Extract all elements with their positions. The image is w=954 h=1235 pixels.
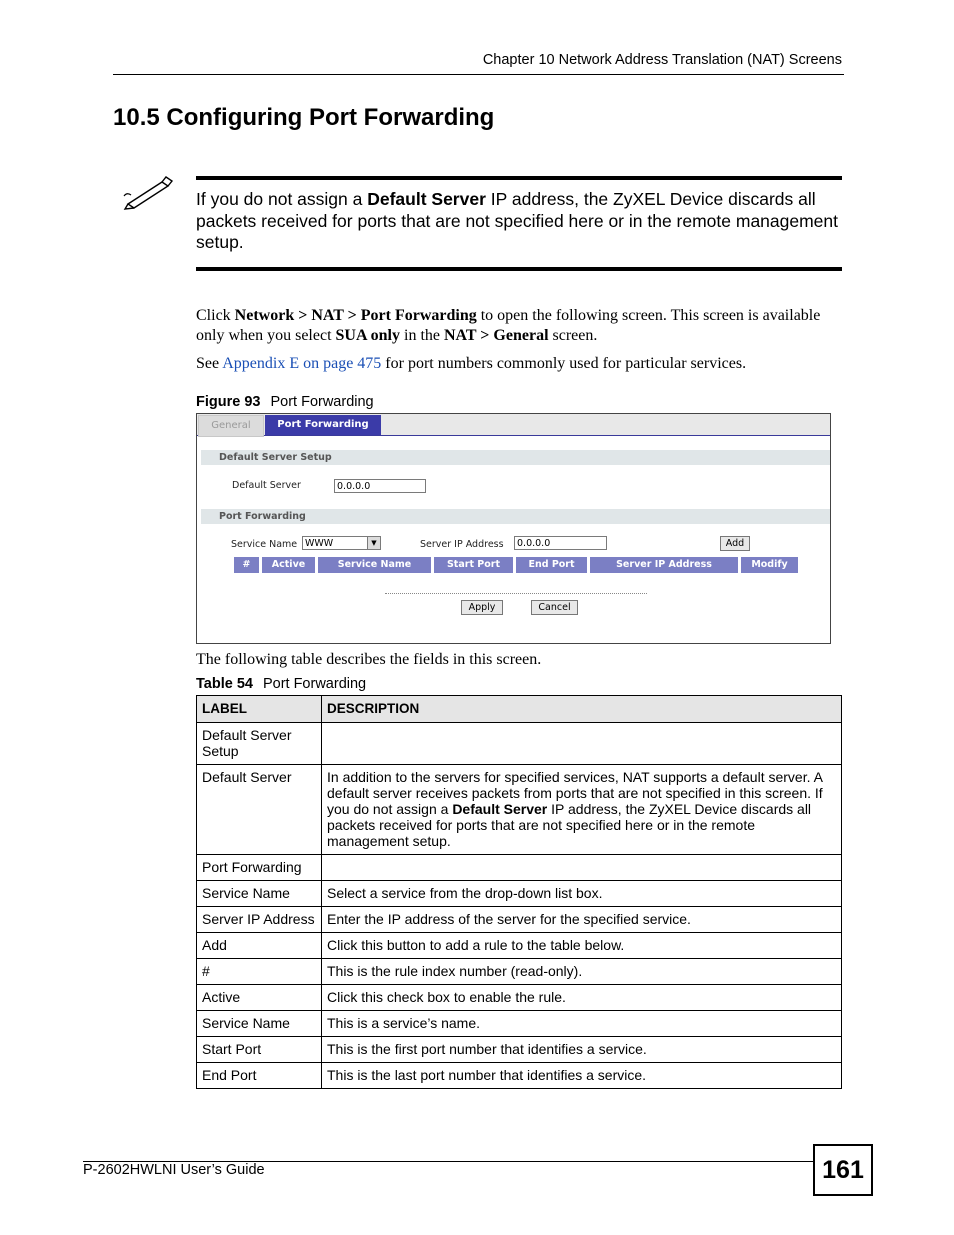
note-text: If you do not assign a Default Server IP address, the ZyXEL Device discards all packets received for ports that are not specified here or in the remote management setup. xyxy=(196,189,839,252)
table-row xyxy=(197,985,842,1011)
header-description: DESCRIPTION xyxy=(322,696,842,723)
port-forwarding-section-header: Port Forwarding xyxy=(201,509,830,524)
row-description: This is the rule index number (read-only). xyxy=(322,959,842,985)
header-label: LABEL xyxy=(197,696,322,723)
row-description: Select a service from the drop-down list box. xyxy=(322,881,842,907)
default-server-section-header: Default Server Setup xyxy=(201,450,830,465)
service-name-value: WWW xyxy=(305,538,334,549)
row-description: This is the last port number that identifies a service. xyxy=(322,1063,842,1089)
section-title: 10.5 Configuring Port Forwarding xyxy=(113,104,495,131)
row-label: Default Server xyxy=(197,765,322,855)
note-rule-bottom xyxy=(196,267,842,271)
column-header-service-name: Service Name xyxy=(318,557,431,573)
row-label: Service Name xyxy=(197,881,322,907)
tab-general[interactable]: General xyxy=(198,415,264,437)
column-header-end-port: End Port xyxy=(516,557,587,573)
pencil-icon xyxy=(122,174,174,210)
table-row xyxy=(197,765,842,855)
column-header-active: Active xyxy=(262,557,315,573)
header-rule xyxy=(113,74,844,75)
row-label: Start Port xyxy=(197,1037,322,1063)
table-row xyxy=(197,907,842,933)
chapter-header: Chapter 10 Network Address Translation (NAT) Screens xyxy=(482,52,842,68)
figure-caption: Figure 93 Port Forwarding xyxy=(196,394,374,410)
tab-bar xyxy=(197,414,830,436)
row-description: In addition to the servers for specified services, NAT supports a default server. A default server receives packets from ports that are not specified in this screen. If you do not assign a Default Server IP address, the ZyXEL Device discards all packets received for ports that are not specified here or in the remote management setup. xyxy=(322,765,842,855)
page-number: 161 xyxy=(813,1144,873,1196)
table-row xyxy=(197,1037,842,1063)
column-header-server-ip: Server IP Address xyxy=(590,557,738,573)
server-ip-input[interactable]: 0.0.0.0 xyxy=(514,536,607,550)
table-intro: The following table describes the fields in this screen. xyxy=(196,651,542,668)
row-label: Port Forwarding xyxy=(197,855,322,881)
table-row xyxy=(197,959,842,985)
row-description: Enter the IP address of the server for the specified service. xyxy=(322,907,842,933)
row-label: End Port xyxy=(197,1063,322,1089)
table-row xyxy=(197,881,842,907)
row-description xyxy=(322,723,842,765)
service-name-label: Service Name xyxy=(231,539,298,550)
service-name-select[interactable] xyxy=(302,536,381,550)
chevron-down-icon[interactable]: ▼ xyxy=(367,537,380,549)
row-description: This is the first port number that identifies a service. xyxy=(322,1037,842,1063)
tab-port-forwarding[interactable]: Port Forwarding xyxy=(265,415,381,435)
table-row xyxy=(197,723,842,765)
table-row xyxy=(197,933,842,959)
apply-button[interactable]: Apply xyxy=(461,600,503,615)
row-description: Click this button to add a rule to the table below. xyxy=(322,933,842,959)
guide-title: P-2602HWLNI User’s Guide xyxy=(83,1162,265,1178)
row-label: Add xyxy=(197,933,322,959)
row-label: Default Server Setup xyxy=(197,723,322,765)
table-caption: Table 54 Port Forwarding xyxy=(196,676,367,692)
cancel-button[interactable]: Cancel xyxy=(531,600,578,615)
row-label: Active xyxy=(197,985,322,1011)
add-button[interactable]: Add xyxy=(720,536,750,551)
row-label: Server IP Address xyxy=(197,907,322,933)
intro-paragraph: Click Network > NAT > Port Forwarding to open the following screen. This screen is available only when you select SUA only in the NAT > General screen. xyxy=(196,307,821,344)
row-description: This is a service’s name. xyxy=(322,1011,842,1037)
default-server-label: Default Server xyxy=(232,480,301,491)
column-header-index: # xyxy=(234,557,259,573)
row-label: # xyxy=(197,959,322,985)
port-forwarding-screenshot xyxy=(196,413,831,644)
appendix-link[interactable]: Appendix E on page 475 xyxy=(222,355,382,372)
row-label: Service Name xyxy=(197,1011,322,1037)
default-server-input[interactable]: 0.0.0.0 xyxy=(334,479,426,493)
server-ip-label: Server IP Address xyxy=(420,539,504,550)
dotted-divider xyxy=(385,593,647,594)
row-description: Click this check box to enable the rule. xyxy=(322,985,842,1011)
column-header-modify: Modify xyxy=(741,557,798,573)
table-row xyxy=(197,855,842,881)
description-table xyxy=(196,695,842,1089)
table-row xyxy=(197,1011,842,1037)
appendix-paragraph: See Appendix E on page 475 for port numbers commonly used for particular services. xyxy=(196,355,747,372)
row-description xyxy=(322,855,842,881)
note-rule-top xyxy=(196,176,842,180)
table-header-row xyxy=(197,696,842,723)
table-row xyxy=(197,1063,842,1089)
column-header-start-port: Start Port xyxy=(434,557,513,573)
